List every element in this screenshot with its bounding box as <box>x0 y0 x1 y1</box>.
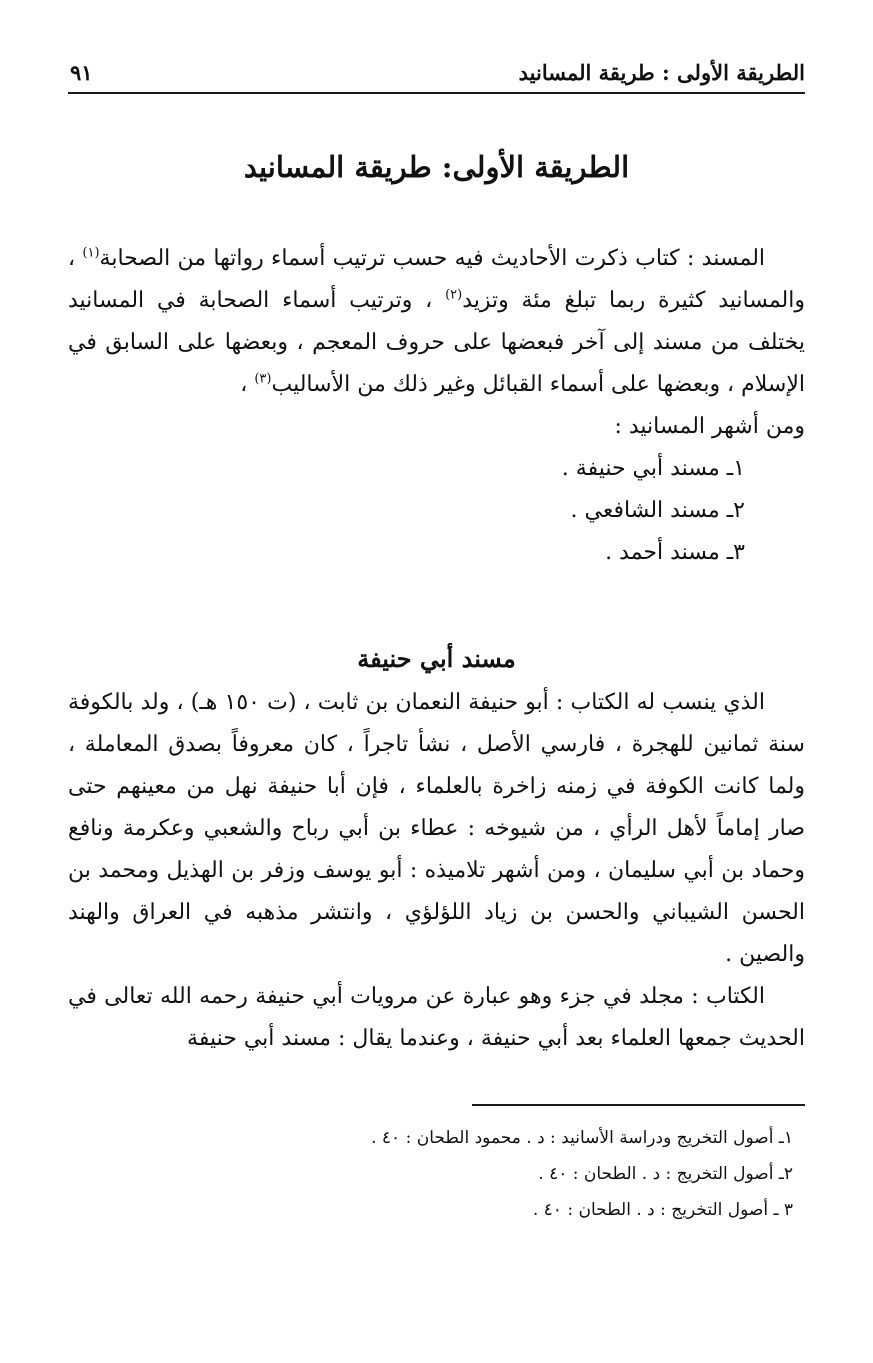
intro-text-4: ، <box>240 372 255 397</box>
running-header <box>68 58 805 94</box>
footnotes <box>68 1120 805 1228</box>
intro-text-3: ، وترتيب أسماء الصحابة في المسانيد يختلف من مسند إلى آخر فبعضها على حروف المعجم ، وبعضها على السابق في الإسلام ، وبعضها على أسماء القبائل وغير ذلك من الأساليب <box>68 288 805 397</box>
list-item: ٢ـ مسند الشافعي . <box>570 498 745 523</box>
intro-section <box>68 238 805 574</box>
section-heading: مسند أبي حنيفة <box>357 644 516 673</box>
footnote-ref-3: (٣) <box>254 371 272 387</box>
book-paragraph: الكتاب : مجلد في جزء وهو عبارة عن مرويات أبي حنيفة رحمه الله تعالى في الحديث جمعها العلماء بعد أبي حنيفة ، وعندما يقال : مسند أبي حنيفة <box>68 984 805 1051</box>
footnote-divider <box>472 1104 805 1106</box>
intro-text-2: ، والمسانيد كثيرة ربما تبلغ مئة وتزيد <box>68 246 805 313</box>
intro-text-1: المسند : كتاب ذكرت الأحاديث فيه حسب ترتيب أسماء رواتها من الصحابة <box>99 246 766 271</box>
biography-paragraph: الذي ينسب له الكتاب : أبو حنيفة النعمان بن ثابت ، (ت ١٥٠ هـ) ، ولد بالكوفة سنة ثمانين للهجرة ، فارسي الأصل ، نشأ تاجراً ، كان معروفاً بصدق المعاملة ، ولما كانت الكوفة في زمنه زاخرة بالعلماء ، فإن أبا حنيفة نهل من معينهم حتى صار إماماً لأهل الرأي ، من شيوخه : عطاء بن أبي رباح والشعبي وعكرمة ونافع وحماد بن أبي سليمان ، ومن أشهر تلاميذه : أبو يوسف وزفر بن الهذيل ومحمد بن الحسن الشيباني والحسن بن زياد اللؤلؤي ، وانتشر مذهبه في العراق والهند والصين . <box>68 690 805 967</box>
footnote-ref-2: (٢) <box>445 287 463 303</box>
footnote-item: ٢ـ أصول التخريج : د . الطحان : ٤٠ . <box>538 1164 793 1184</box>
intro-paragraph <box>68 238 805 406</box>
list-item: ٣ـ مسند أحمد . <box>605 540 745 565</box>
footnote-item: ٣ ـ أصول التخريج : د . الطحان : ٤٠ . <box>532 1200 793 1220</box>
footnote-ref-1: (١) <box>82 245 100 261</box>
musnad-list <box>68 448 805 574</box>
page-number: ٩١ <box>70 60 93 85</box>
chapter-heading: الطريقة الأولى: طريقة المسانيد <box>243 150 630 184</box>
list-item: ١ـ مسند أبي حنيفة . <box>561 456 745 481</box>
list-intro: ومن أشهر المسانيد : <box>614 414 805 439</box>
abu-hanifa-section <box>68 682 805 1060</box>
running-title: الطريقة الأولى : طريقة المسانيد <box>518 60 805 85</box>
footnote-item: ١ـ أصول التخريج ودراسة الأسانيد : د . محمود الطحان : ٤٠ . <box>371 1128 793 1148</box>
